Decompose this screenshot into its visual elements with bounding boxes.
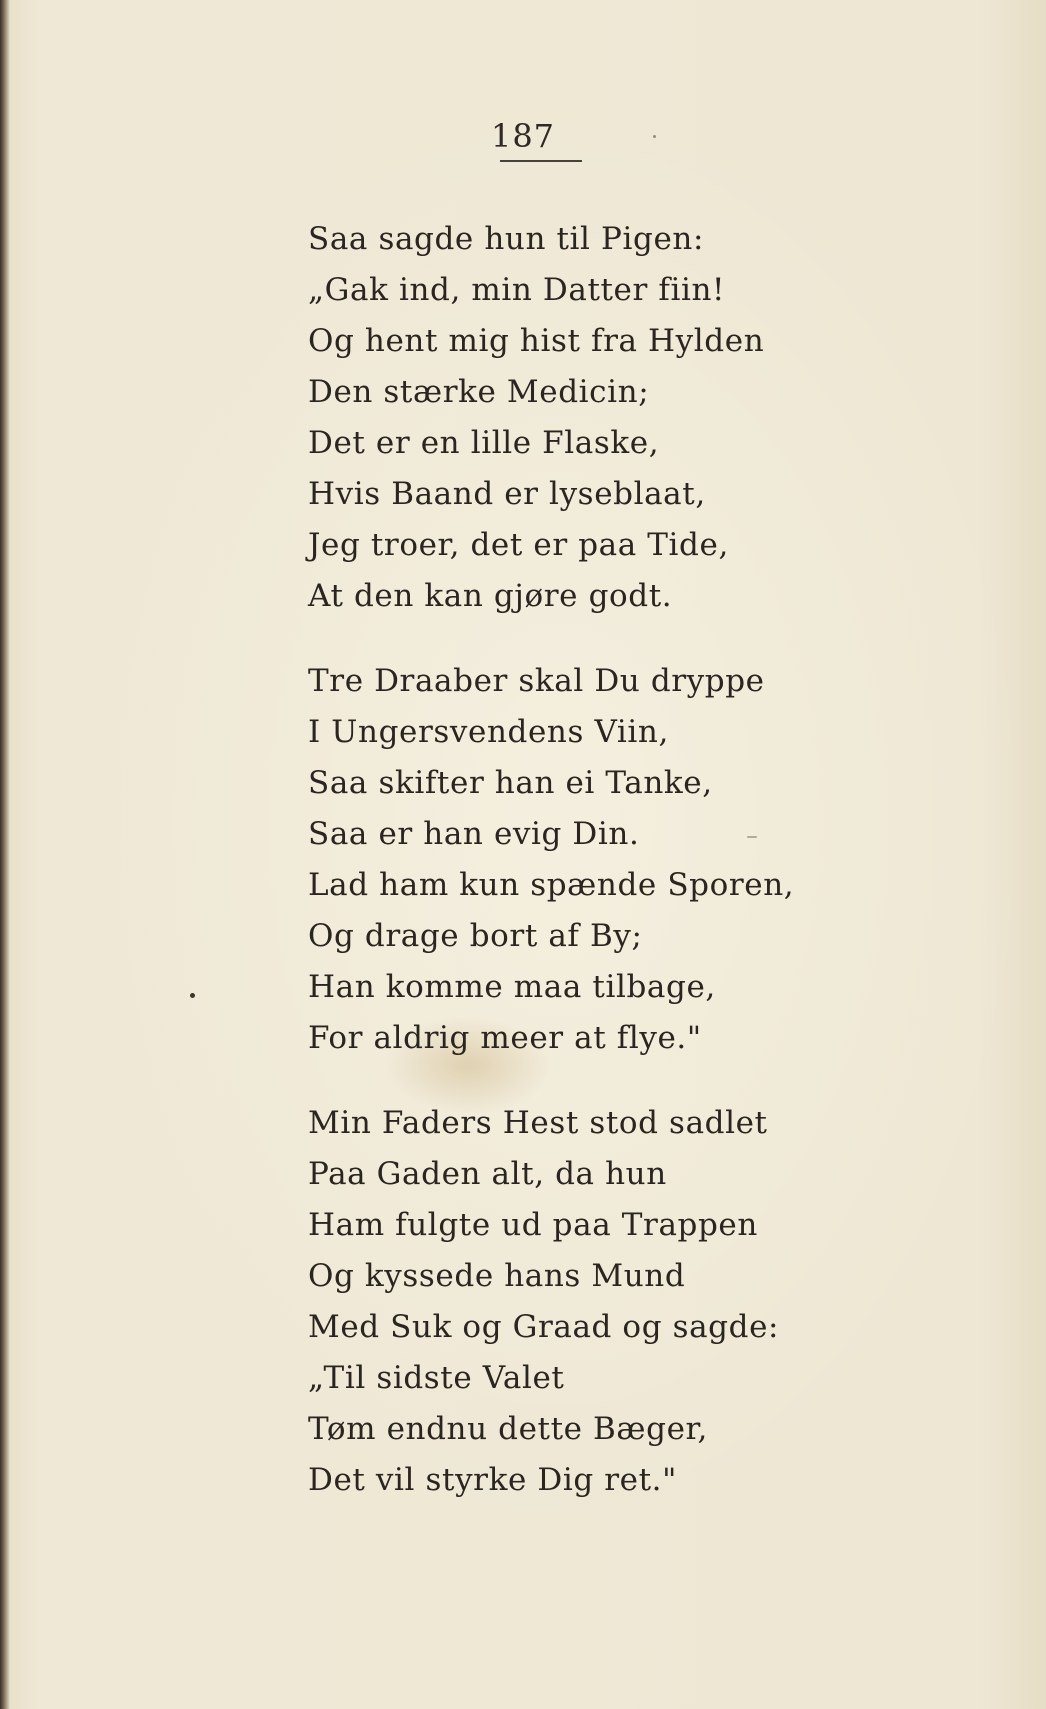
verse-line: Saa er han evig Din. xyxy=(308,816,640,852)
verse-line: Paa Gaden alt, da hun xyxy=(308,1156,667,1192)
verse-line: Med Suk og Graad og sagde: xyxy=(308,1309,780,1345)
verse-line: Tre Draaber skal Du dryppe xyxy=(308,663,765,699)
verse-line: Og hent mig hist fra Hylden xyxy=(308,323,765,359)
verse-line: Og drage bort af By; xyxy=(308,918,643,954)
paper-speck xyxy=(653,135,656,138)
page-number-rule xyxy=(500,160,582,162)
verse-line: Den stærke Medicin; xyxy=(308,374,650,410)
poem-text xyxy=(308,214,808,1540)
verse-line: Jeg troer, det er paa Tide, xyxy=(308,527,729,563)
verse-line: Saa sagde hun til Pigen: xyxy=(308,221,704,257)
paper-speck xyxy=(747,836,757,838)
paper-speck xyxy=(190,993,195,998)
verse-line: At den kan gjøre godt. xyxy=(308,578,673,614)
verse-line: Det er en lille Flaske, xyxy=(308,425,660,461)
verse-line: Tøm endnu dette Bæger, xyxy=(308,1411,709,1447)
verse-line: Hvis Baand er lyseblaat, xyxy=(308,476,706,512)
verse-line: „Til sidste Valet xyxy=(308,1360,565,1396)
verse-line: Og kyssede hans Mund xyxy=(308,1258,686,1294)
verse-line: I Ungersvendens Viin, xyxy=(308,714,669,750)
stanza-1 xyxy=(308,214,808,622)
verse-line: Saa skifter han ei Tanke, xyxy=(308,765,713,801)
stanza-3 xyxy=(308,1098,808,1506)
page-number: 187 xyxy=(490,117,556,155)
verse-line: „Gak ind, min Datter fiin! xyxy=(308,272,726,308)
verse-line: Han komme maa tilbage, xyxy=(308,969,716,1005)
verse-line: Min Faders Hest stod sadlet xyxy=(308,1105,768,1141)
verse-line: Det vil styrke Dig ret." xyxy=(308,1462,677,1498)
verse-line: Lad ham kun spænde Sporen, xyxy=(308,867,795,903)
page-binding-edge xyxy=(0,0,10,1709)
verse-line: Ham fulgte ud paa Trappen xyxy=(308,1207,758,1243)
stanza-2 xyxy=(308,656,808,1064)
verse-line: For aldrig meer at flye." xyxy=(308,1020,702,1056)
